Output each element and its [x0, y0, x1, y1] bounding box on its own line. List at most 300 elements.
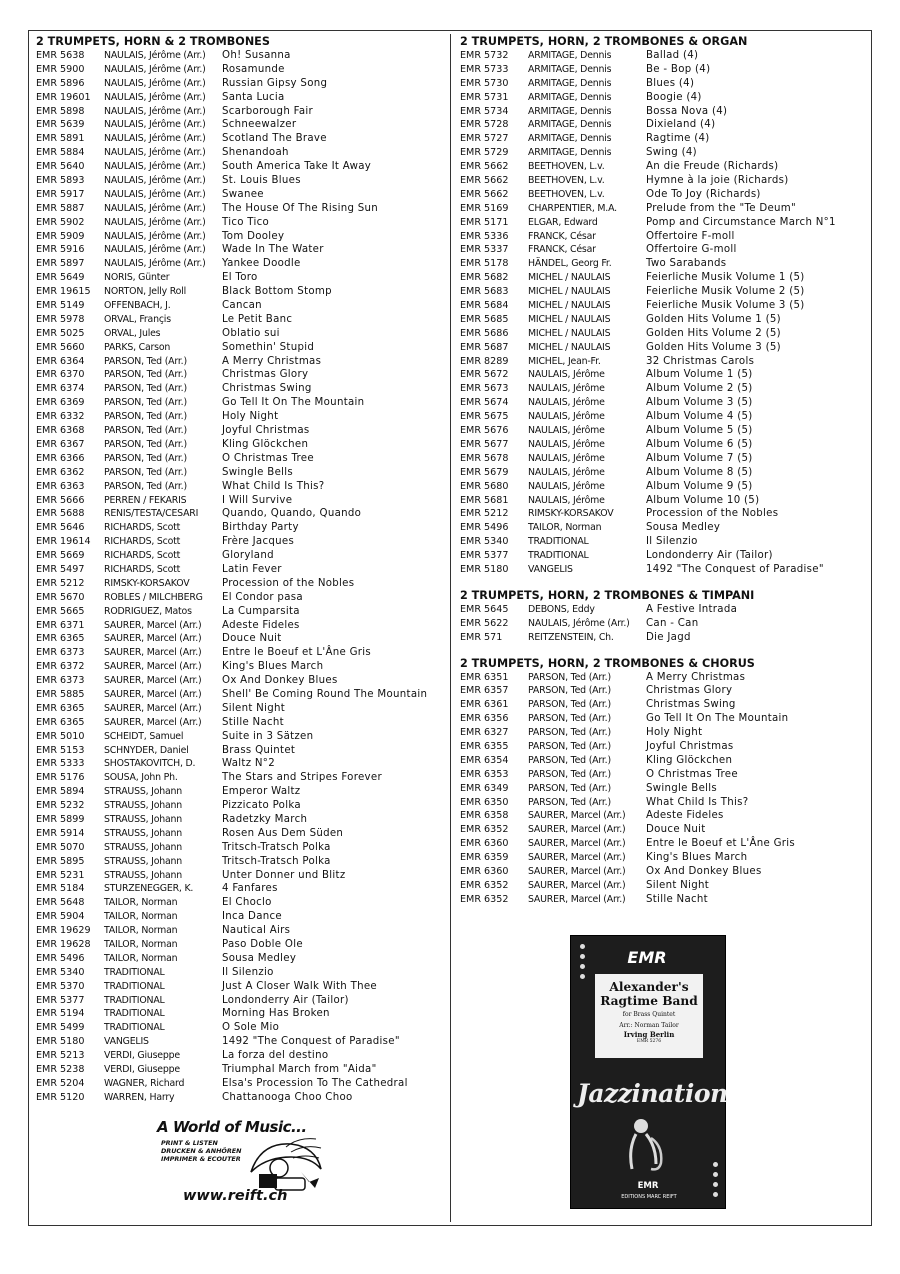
piece-title: Dixieland (4)	[646, 119, 716, 131]
composer-name: STRAUSS, Johann	[104, 841, 183, 853]
composer-name: NAULAIS, Jérôme (Arr.)	[104, 188, 206, 200]
composer-name: NAULAIS, Jérôme	[528, 452, 605, 464]
catalog-row	[460, 521, 870, 535]
catalog-row	[36, 882, 446, 896]
piece-title: Album Volume 7 (5)	[646, 452, 753, 464]
piece-title: Gloryland	[222, 550, 274, 562]
catalog-number: EMR 5670	[36, 591, 85, 603]
piece-title: Quando, Quando, Quando	[222, 508, 362, 520]
catalog-row	[36, 1021, 446, 1035]
catalog-number: EMR 5662	[460, 188, 509, 200]
piece-title: Album Volume 3 (5)	[646, 397, 753, 409]
piece-title: Hymne à la joie (Richards)	[646, 175, 789, 187]
catalog-row	[460, 424, 870, 438]
composer-name: RIMSKY-KORSAKOV	[104, 577, 190, 589]
catalog-number: EMR 5682	[460, 272, 509, 284]
piece-title: Morning Has Broken	[222, 1008, 330, 1020]
catalog-number: EMR 5686	[460, 327, 509, 339]
composer-name: PARSON, Ted (Arr.)	[104, 397, 187, 409]
composer-name: PARSON, Ted (Arr.)	[528, 768, 611, 780]
catalog-row	[36, 938, 446, 952]
catalog-row	[36, 660, 446, 674]
catalog-row	[36, 924, 446, 938]
catalog-row	[36, 174, 446, 188]
composer-name: SAURER, Marcel (Arr.)	[528, 893, 626, 905]
composer-name: SHOSTAKOVITCH, D.	[104, 758, 196, 770]
composer-name: SAURER, Marcel (Arr.)	[104, 688, 202, 700]
piece-title: Kling Glöckchen	[646, 754, 733, 766]
catalog-number: EMR 5688	[36, 508, 85, 520]
composer-name: ARMITAGE, Dennis	[528, 50, 612, 61]
catalog-number: EMR 5213	[36, 1050, 85, 1062]
composer-name: PARSON, Ted (Arr.)	[528, 782, 611, 794]
piece-title: Offertoire G-moll	[646, 244, 737, 256]
catalog-number: EMR 5685	[460, 313, 509, 325]
catalog-row	[36, 841, 446, 855]
catalog-number: EMR 5638	[36, 50, 85, 61]
piece-title: Album Volume 10 (5)	[646, 494, 760, 506]
catalog-number: EMR 5662	[460, 175, 509, 187]
catalog-number: EMR 6360	[460, 865, 509, 877]
composer-name: MICHEL / NAULAIS	[528, 313, 611, 325]
catalog-row	[460, 782, 870, 796]
catalog-number: EMR 5687	[460, 341, 509, 353]
catalog-row	[36, 966, 446, 980]
cover-arranger: Arr.: Norman Tailor	[619, 1022, 679, 1029]
piece-title: Suite in 3 Sätzen	[222, 730, 314, 742]
catalog-row	[460, 631, 870, 645]
catalog-number: EMR 5729	[460, 147, 509, 159]
piece-title: Unter Donner und Blitz	[222, 869, 346, 881]
catalog-row	[460, 49, 870, 63]
catalog-row	[460, 726, 870, 740]
composer-name: SAURER, Marcel (Arr.)	[528, 879, 626, 891]
listener-illustration-icon	[231, 1132, 331, 1194]
catalog-number: EMR 5891	[36, 133, 85, 145]
catalog-row	[36, 702, 446, 716]
composer-name: MICHEL, Jean-Fr.	[528, 355, 601, 367]
catalog-number: EMR 6370	[36, 369, 85, 381]
composer-name: TAILOR, Norman	[528, 522, 602, 534]
catalog-row	[36, 313, 446, 327]
catalog-row	[36, 563, 446, 577]
composer-name: VANGELIS	[528, 563, 573, 575]
emr-logo-small: EMR	[637, 1181, 659, 1191]
composer-name: BEETHOVEN, L.v.	[528, 175, 605, 187]
catalog-number: EMR 5683	[460, 286, 509, 298]
composer-name: WARREN, Harry	[104, 1091, 175, 1103]
piece-title: Tico Tico	[222, 216, 270, 228]
piece-title: Adeste Fideles	[222, 619, 300, 631]
catalog-row	[460, 188, 870, 202]
catalog-row	[460, 494, 870, 508]
catalog-row	[36, 605, 446, 619]
catalog-row	[460, 535, 870, 549]
catalog-row	[460, 146, 870, 160]
catalog-row	[36, 952, 446, 966]
piece-title: Stille Nacht	[222, 716, 284, 728]
composer-name: SCHEIDT, Samuel	[104, 730, 184, 742]
piece-title: Pizzicato Polka	[222, 800, 301, 812]
catalog-number: EMR 5665	[36, 605, 85, 617]
catalog-row	[36, 188, 446, 202]
catalog-row	[36, 507, 446, 521]
catalog-row	[36, 730, 446, 744]
cover-subtitle: for Brass Quintet	[622, 1011, 676, 1018]
piece-title: Black Bottom Stomp	[222, 286, 332, 298]
cover-title-panel	[595, 974, 703, 1058]
catalog-number: EMR 5917	[36, 188, 85, 200]
piece-title: Rosamunde	[222, 63, 285, 75]
composer-name: PARSON, Ted (Arr.)	[104, 466, 187, 478]
catalog-number: EMR 5639	[36, 119, 85, 131]
catalog-number: EMR 6355	[460, 740, 509, 752]
piece-title: Santa Lucia	[222, 91, 285, 103]
catalog-number: EMR 5914	[36, 827, 85, 839]
catalog-row	[460, 410, 870, 424]
catalog-row	[460, 438, 870, 452]
catalog-row	[460, 271, 870, 285]
catalog-row	[460, 549, 870, 563]
composer-name: NAULAIS, Jérôme (Arr.)	[104, 202, 206, 214]
catalog-number: EMR 5204	[36, 1077, 85, 1089]
piece-title: Pomp and Circumstance March N°1	[646, 216, 836, 228]
catalog-row	[36, 299, 446, 313]
composer-name: NAULAIS, Jérôme (Arr.)	[104, 175, 206, 187]
catalog-row	[460, 216, 870, 230]
piece-title: Sousa Medley	[222, 952, 297, 964]
catalog-number: EMR 6371	[36, 619, 85, 631]
catalog-row	[36, 521, 446, 535]
piece-title: Album Volume 1 (5)	[646, 369, 753, 381]
composer-name: BEETHOVEN, L.v.	[528, 188, 605, 200]
piece-title: Blues (4)	[646, 77, 695, 89]
piece-title: Die Jagd	[646, 631, 691, 643]
piece-title: Album Volume 9 (5)	[646, 480, 753, 492]
catalog-row	[460, 105, 870, 119]
catalog-number: EMR 6366	[36, 452, 85, 464]
catalog-number: EMR 5675	[460, 411, 509, 423]
catalog-row	[36, 424, 446, 438]
catalog-number: EMR 5212	[36, 577, 85, 589]
composer-name: PARSON, Ted (Arr.)	[528, 796, 611, 808]
catalog-row	[460, 865, 870, 879]
catalog-number: EMR 5660	[36, 341, 85, 353]
piece-title: Two Sarabands	[646, 258, 727, 270]
piece-title: Schneewalzer	[222, 119, 297, 131]
composer-name: ARMITAGE, Dennis	[528, 147, 612, 159]
composer-name: SAURER, Marcel (Arr.)	[528, 838, 626, 850]
composer-name: MICHEL / NAULAIS	[528, 300, 611, 312]
catalog-number: EMR 5646	[36, 522, 85, 534]
piece-title: El Condor pasa	[222, 591, 303, 603]
logo-line: DRUCKEN & ANHÖREN	[161, 1147, 242, 1155]
composer-name: PARSON, Ted (Arr.)	[528, 740, 611, 752]
piece-title: Boogie (4)	[646, 91, 702, 103]
composer-name: NAULAIS, Jérôme	[528, 383, 605, 395]
catalog-row	[36, 355, 446, 369]
composer-name: NAULAIS, Jérôme (Arr.)	[104, 119, 206, 131]
section-spacer	[460, 577, 870, 589]
catalog-number: EMR 6353	[460, 768, 509, 780]
catalog-number: EMR 6352	[460, 879, 509, 891]
catalog-row	[36, 744, 446, 758]
composer-name: RICHARDS, Scott	[104, 536, 181, 548]
catalog-row	[460, 768, 870, 782]
piece-title: Le Petit Banc	[222, 313, 293, 325]
catalog-row	[36, 827, 446, 841]
catalog-row	[36, 855, 446, 869]
catalog-number: EMR 19601	[36, 91, 91, 103]
composer-name: WAGNER, Richard	[104, 1077, 185, 1089]
catalog-row	[460, 823, 870, 837]
piece-title: Somethin' Stupid	[222, 341, 315, 353]
composer-name: ARMITAGE, Dennis	[528, 91, 612, 103]
catalog-row	[36, 63, 446, 77]
catalog-number: EMR 6360	[460, 838, 509, 850]
piece-title: What Child Is This?	[222, 480, 325, 492]
composer-name: STRAUSS, Johann	[104, 827, 183, 839]
composer-name: NAULAIS, Jérôme (Arr.)	[104, 77, 206, 89]
catalog-number: EMR 5336	[460, 230, 509, 242]
piece-title: Chattanooga Choo Choo	[222, 1091, 353, 1103]
catalog-number: EMR 5669	[36, 550, 85, 562]
piece-title: Wade In The Water	[222, 244, 324, 256]
catalog-number: EMR 6354	[460, 754, 509, 766]
catalog-list	[36, 49, 446, 1105]
catalog-number: EMR 5895	[36, 855, 85, 867]
catalog-row	[36, 869, 446, 883]
piece-title: Ragtime (4)	[646, 133, 710, 145]
catalog-row	[36, 410, 446, 424]
catalog-row	[460, 396, 870, 410]
catalog-row	[36, 716, 446, 730]
catalog-row	[36, 77, 446, 91]
composer-name: NAULAIS, Jérôme	[528, 425, 605, 437]
catalog-row	[460, 327, 870, 341]
catalog-row	[460, 893, 870, 907]
composer-name: FRANCK, César	[528, 230, 596, 242]
catalog-number: EMR 5666	[36, 494, 85, 506]
catalog-row	[460, 63, 870, 77]
catalog-number: EMR 6363	[36, 480, 85, 492]
piece-title: Il Silenzio	[646, 536, 698, 548]
composer-name: TRADITIONAL	[104, 994, 165, 1006]
catalog-number: EMR 5184	[36, 883, 85, 895]
composer-name: RICHARDS, Scott	[104, 550, 181, 562]
composer-name: NAULAIS, Jérôme	[528, 411, 605, 423]
catalog-number: EMR 5178	[460, 258, 509, 270]
piece-title: Album Volume 5 (5)	[646, 425, 753, 437]
catalog-number: EMR 5645	[460, 603, 509, 615]
piece-title: Kling Glöckchen	[222, 438, 309, 450]
composer-name: TAILOR, Norman	[104, 952, 178, 964]
composer-name: PARSON, Ted (Arr.)	[104, 452, 187, 464]
piece-title: King's Blues March	[646, 852, 748, 864]
composer-name: SAURER, Marcel (Arr.)	[104, 675, 202, 687]
piece-title: Holy Night	[222, 411, 279, 423]
piece-title: South America Take It Away	[222, 161, 372, 173]
catalog-number: EMR 6361	[460, 699, 509, 711]
composer-name: TRADITIONAL	[528, 536, 589, 548]
composer-name: MICHEL / NAULAIS	[528, 286, 611, 298]
catalog-number: EMR 5684	[460, 300, 509, 312]
composer-name: PARSON, Ted (Arr.)	[528, 671, 611, 683]
piece-title: O Christmas Tree	[646, 768, 738, 780]
composer-name: NAULAIS, Jérôme (Arr.)	[104, 230, 206, 242]
piece-title: Album Volume 6 (5)	[646, 438, 753, 450]
catalog-number: EMR 5649	[36, 272, 85, 284]
catalog-number: EMR 5231	[36, 869, 85, 881]
piece-title: Be - Bop (4)	[646, 63, 711, 75]
catalog-row	[36, 771, 446, 785]
catalog-row	[460, 740, 870, 754]
catalog-number: EMR 5212	[460, 508, 509, 520]
catalog-row	[460, 382, 870, 396]
reift-logo	[155, 1118, 335, 1210]
piece-title: Tom Dooley	[222, 230, 285, 242]
piece-title: Procession of the Nobles	[222, 577, 355, 589]
piece-title: Brass Quintet	[222, 744, 296, 756]
piece-title: 4 Fanfares	[222, 883, 278, 895]
composer-name: PARSON, Ted (Arr.)	[104, 425, 187, 437]
catalog-row	[36, 382, 446, 396]
catalog-number: EMR 5232	[36, 800, 85, 812]
section-heading: 2 TRUMPETS, HORN, 2 TROMBONES & CHORUS	[460, 656, 755, 670]
catalog-number: EMR 5897	[36, 258, 85, 270]
piece-title: 32 Christmas Carols	[646, 355, 755, 367]
piece-title: Ode To Joy (Richards)	[646, 188, 761, 200]
piece-title: Elsa's Procession To The Cathedral	[222, 1077, 408, 1089]
composer-name: NAULAIS, Jérôme (Arr.)	[104, 147, 206, 159]
composer-name: PERREN / FEKARIS	[104, 494, 187, 506]
catalog-number: EMR 5497	[36, 563, 85, 575]
catalog-number: EMR 6349	[460, 782, 509, 794]
catalog-row	[36, 813, 446, 827]
catalog-row	[36, 549, 446, 563]
catalog-number: EMR 6367	[36, 438, 85, 450]
catalog-number: EMR 6373	[36, 675, 85, 687]
composer-name: TRADITIONAL	[104, 966, 165, 978]
composer-name: NAULAIS, Jérôme (Arr.)	[104, 91, 206, 103]
catalog-number: EMR 6358	[460, 810, 509, 822]
piece-title: Yankee Doodle	[222, 258, 301, 270]
piece-title: Latin Fever	[222, 563, 282, 575]
catalog-number: EMR 5180	[460, 563, 509, 575]
composer-name: NORTON, Jelly Roll	[104, 286, 187, 298]
catalog-row	[460, 313, 870, 327]
catalog-number: EMR 5904	[36, 911, 85, 923]
piece-title: Feierliche Musik Volume 3 (5)	[646, 300, 805, 312]
composer-name: ARMITAGE, Dennis	[528, 133, 612, 145]
catalog-row	[36, 577, 446, 591]
catalog-row	[460, 466, 870, 480]
piece-title: 1492 "The Conquest of Paradise"	[646, 563, 824, 575]
catalog-number: EMR 5885	[36, 688, 85, 700]
composer-name: SAURER, Marcel (Arr.)	[104, 661, 202, 673]
composer-name: SOUSA, John Ph.	[104, 772, 178, 784]
composer-name: PARSON, Ted (Arr.)	[104, 369, 187, 381]
composer-name: TRADITIONAL	[104, 980, 165, 992]
piece-title: Russian Gipsy Song	[222, 77, 328, 89]
catalog-number: EMR 5887	[36, 202, 85, 214]
catalog-row	[460, 341, 870, 355]
catalog-row	[460, 837, 870, 851]
catalog-number: EMR 5149	[36, 300, 85, 312]
piece-title: Can - Can	[646, 617, 699, 629]
composer-name: TRADITIONAL	[104, 1022, 165, 1034]
catalog-number: EMR 6352	[460, 824, 509, 836]
piece-title: Shenandoah	[222, 147, 289, 159]
catalog-number: EMR 5728	[460, 119, 509, 131]
catalog-number: EMR 6365	[36, 716, 85, 728]
composer-name: SAURER, Marcel (Arr.)	[528, 824, 626, 836]
composer-name: PARSON, Ted (Arr.)	[104, 480, 187, 492]
catalog-row	[36, 480, 446, 494]
composer-name: MICHEL / NAULAIS	[528, 272, 611, 284]
composer-name: STRAUSS, Johann	[104, 855, 183, 867]
catalog-row	[36, 757, 446, 771]
piece-title: Bossa Nova (4)	[646, 105, 728, 117]
composer-name: SAURER, Marcel (Arr.)	[104, 619, 202, 631]
catalog-number: EMR 5916	[36, 244, 85, 256]
piece-title: Silent Night	[646, 879, 710, 891]
catalog-row	[460, 617, 870, 631]
publisher-name: EDITIONS MARC REIFT	[621, 1194, 677, 1200]
catalog-row	[460, 563, 870, 577]
composer-name: NAULAIS, Jérôme	[528, 480, 605, 492]
catalog-number: EMR 5377	[460, 550, 509, 562]
catalog-number: EMR 5893	[36, 175, 85, 187]
catalog-row	[460, 671, 870, 685]
composer-name: MICHEL / NAULAIS	[528, 341, 611, 353]
catalog-row	[36, 118, 446, 132]
catalog-row	[460, 118, 870, 132]
piece-title: Album Volume 8 (5)	[646, 466, 753, 478]
catalog-row	[36, 257, 446, 271]
piece-title: La Cumparsita	[222, 605, 300, 617]
composer-name: NAULAIS, Jérôme (Arr.)	[104, 258, 206, 270]
catalog-number: EMR 5899	[36, 813, 85, 825]
catalog-number: EMR 6374	[36, 383, 85, 395]
catalog-row	[460, 712, 870, 726]
catalog-row	[36, 674, 446, 688]
composer-name: PARSON, Ted (Arr.)	[104, 411, 187, 423]
piece-title: Golden Hits Volume 2 (5)	[646, 327, 781, 339]
catalog-row	[460, 754, 870, 768]
catalog-number: EMR 5681	[460, 494, 509, 506]
piece-title: Silent Night	[222, 702, 286, 714]
catalog-number: EMR 5194	[36, 1008, 85, 1020]
website-url[interactable]: www.reift.ch	[183, 1188, 288, 1204]
piece-title: Feierliche Musik Volume 1 (5)	[646, 272, 805, 284]
piece-title: Tritsch-Tratsch Polka	[222, 841, 331, 853]
catalog-row	[36, 494, 446, 508]
catalog-number: EMR 19629	[36, 925, 91, 937]
catalog-row	[36, 243, 446, 257]
catalog-row	[460, 230, 870, 244]
piece-title: I Will Survive	[222, 494, 293, 506]
catalog-number: EMR 571	[460, 631, 503, 643]
composer-name: RICHARDS, Scott	[104, 522, 181, 534]
piece-title: Album Volume 2 (5)	[646, 383, 753, 395]
composer-name: PARSON, Ted (Arr.)	[528, 727, 611, 739]
catalog-row	[460, 603, 870, 617]
album-cover	[570, 935, 726, 1209]
piece-title: Christmas Glory	[646, 685, 733, 697]
catalog-number: EMR 6351	[460, 671, 509, 683]
catalog-number: EMR 5169	[460, 202, 509, 214]
